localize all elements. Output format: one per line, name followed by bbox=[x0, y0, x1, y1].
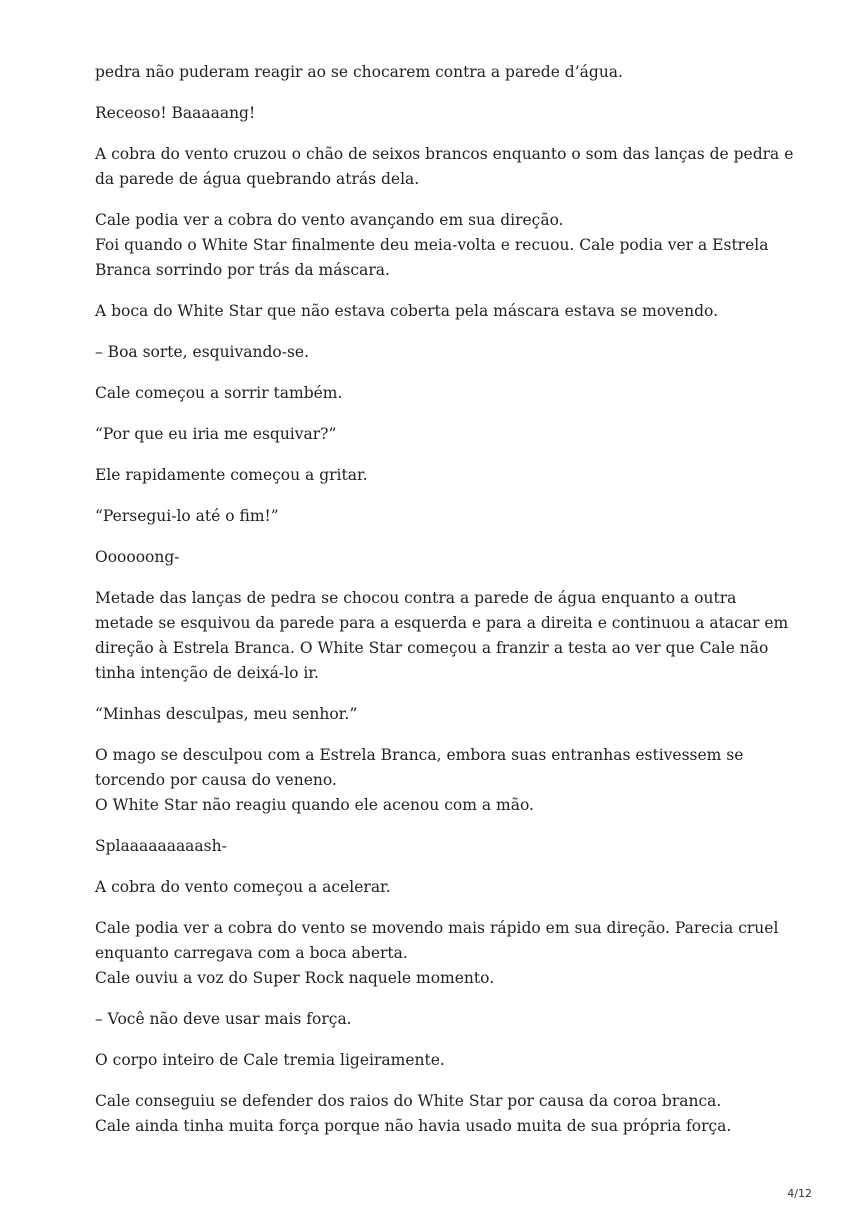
paragraph: Metade das lanças de pedra se chocou contra a parede de água enquanto a outra metade se esquivou da parede para a esquerda e para a direita e continuou a atacar em direção à Estrela Branca. O White Star começou a franzir a testa ao ver que Cale não tinha intenção de deixá-lo ir. bbox=[95, 589, 789, 682]
paragraph: “Minhas desculpas, meu senhor.” bbox=[95, 705, 358, 723]
paragraph: “Por que eu iria me esquivar?” bbox=[95, 425, 337, 443]
paragraph: Cale conseguiu se defender dos raios do White Star por causa da coroa branca. Cale ainda tinha muita força porque não havia usado muita de sua própria força. bbox=[95, 1092, 732, 1135]
paragraph: – Você não deve usar mais força. bbox=[95, 1010, 352, 1028]
document-body bbox=[95, 60, 795, 1155]
paragraph: A cobra do vento cruzou o chão de seixos brancos enquanto o som das lanças de pedra e da parede de água quebrando atrás dela. bbox=[95, 145, 794, 188]
paragraph: O corpo inteiro de Cale tremia ligeiramente. bbox=[95, 1051, 445, 1069]
paragraph: Oooooong- bbox=[95, 548, 180, 566]
paragraph: – Boa sorte, esquivando-se. bbox=[95, 343, 310, 361]
paragraph: A boca do White Star que não estava coberta pela máscara estava se movendo. bbox=[95, 302, 718, 320]
paragraph: Cale podia ver a cobra do vento se movendo mais rápido em sua direção. Parecia cruel enquanto carregava com a boca aberta. Cale ouviu a voz do Super Rock naquele momento. bbox=[95, 919, 779, 987]
paragraph: “Persegui-lo até o fim!” bbox=[95, 507, 279, 525]
paragraph: Splaaaaaaaaash- bbox=[95, 837, 227, 855]
paragraph: O mago se desculpou com a Estrela Branca, embora suas entranhas estivessem se torcendo por causa do veneno. O White Star não reagiu quando ele acenou com a mão. bbox=[95, 746, 744, 814]
paragraph: Cale podia ver a cobra do vento avançando em sua direção. Foi quando o White Star finalmente deu meia-volta e recuou. Cale podia ver a Estrela Branca sorrindo por trás da máscara. bbox=[95, 211, 769, 279]
paragraph: A cobra do vento começou a acelerar. bbox=[95, 878, 391, 896]
paragraph: Receoso! Baaaaang! bbox=[95, 104, 256, 122]
paragraph: pedra não puderam reagir ao se chocarem contra a parede d’água. bbox=[95, 63, 623, 81]
page-number: 4/12 bbox=[787, 1187, 812, 1200]
paragraph: Ele rapidamente começou a gritar. bbox=[95, 466, 368, 484]
paragraph: Cale começou a sorrir também. bbox=[95, 384, 343, 402]
